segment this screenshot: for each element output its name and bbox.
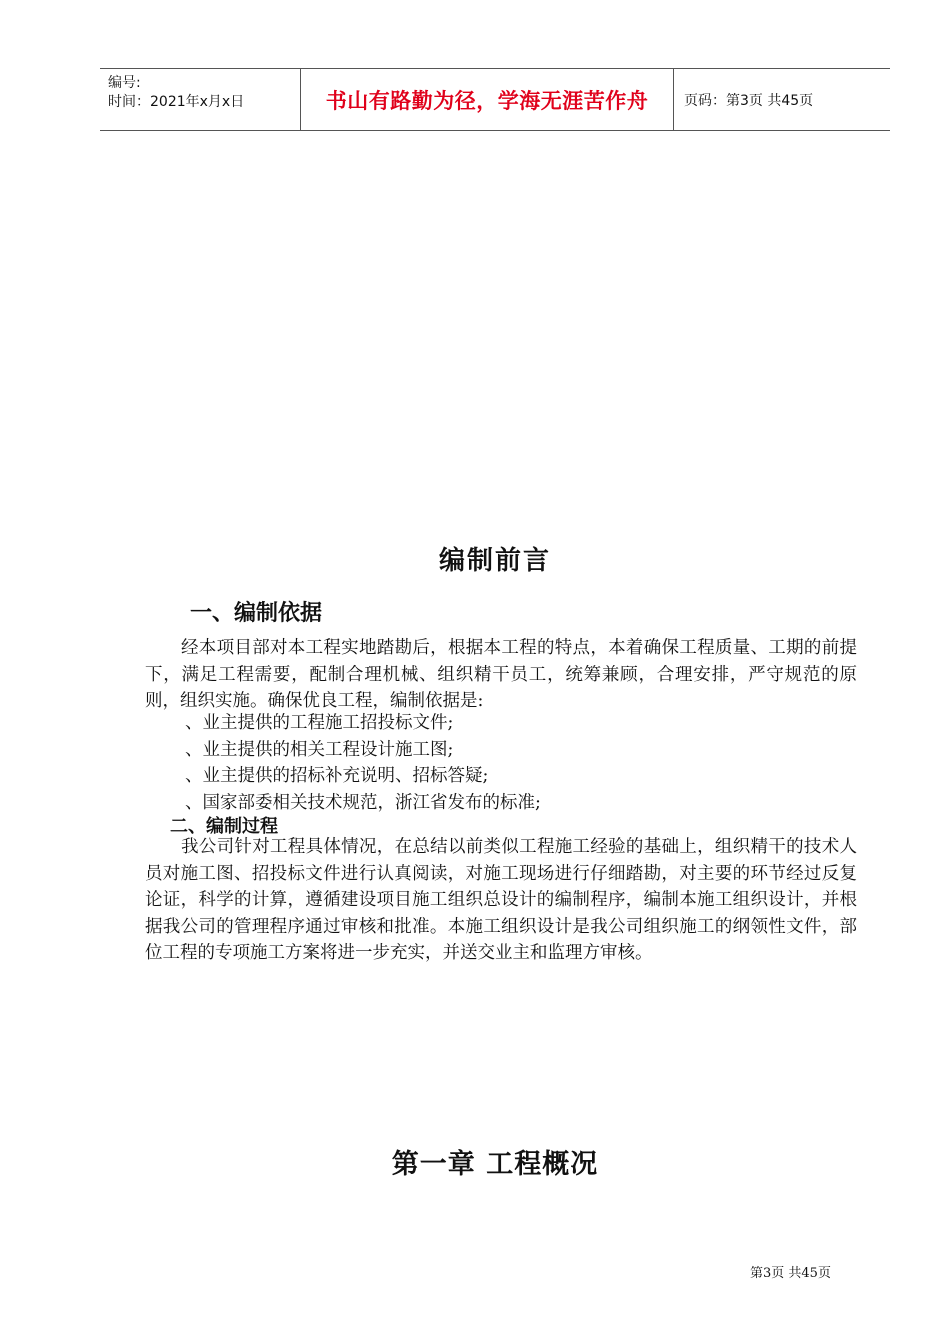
section2-heading: 二、编制过程 [170,816,278,837]
document-title: 编制前言 [438,546,551,576]
section1-paragraph [145,635,857,715]
section1-paragraph-text: 经本项目部对本工程实地踏勘后，根据本工程的特点，本着确保工程质量、工期的前提下，满足工程需要，配制合理机械、组织精干员工，统筹兼顾，合理安排，严守规范的原则，组织实施。确保优良工程，编制依据是: [145,638,857,711]
basis-list [185,710,541,816]
section2-paragraph: 我公司针对工程具体情况，在总结以前类似工程施工经验的基础上，组织精干的技术人员对施工图、招投标文件进行认真阅读，对施工现场进行仔细踏勘，对主要的环节经过反复论证，科学的计算，遵循建设项目施工组织总设计的编制程序，编制本施工组织设计，并根据我公司的管理程序通过审核和批准。本施工组织设计是我公司组织施工的纲领性文件，部位工程的专项施工方案将进一步充实，并送交业主和监理方审核。 [145,837,857,963]
header-meta-cell [100,69,301,130]
list-item: 、国家部委相关技术规范，浙江省发布的标准; [185,792,541,813]
time-label: 时间：2021年x月x日 [108,94,245,110]
footer-page-info: 第3页 共45页 [750,1266,831,1281]
page-header [100,68,890,131]
serial-label: 编号: [108,75,141,91]
list-item: 、业主提供的相关工程设计施工图; [185,739,454,760]
chapter-heading: 第一章 工程概况 [391,1149,599,1180]
list-item: 、业主提供的工程施工招投标文件; [185,713,454,733]
header-page-cell [674,69,890,130]
motto-text: 书山有路勤为径，学海无涯苦作舟 [325,88,649,113]
header-page-info: 页码：第3页 共45页 [684,92,814,109]
section1-heading: 一、编制依据 [190,601,323,626]
list-item: 、业主提供的招标补充说明、招标答疑; [185,766,489,786]
header-motto-cell [301,69,674,130]
